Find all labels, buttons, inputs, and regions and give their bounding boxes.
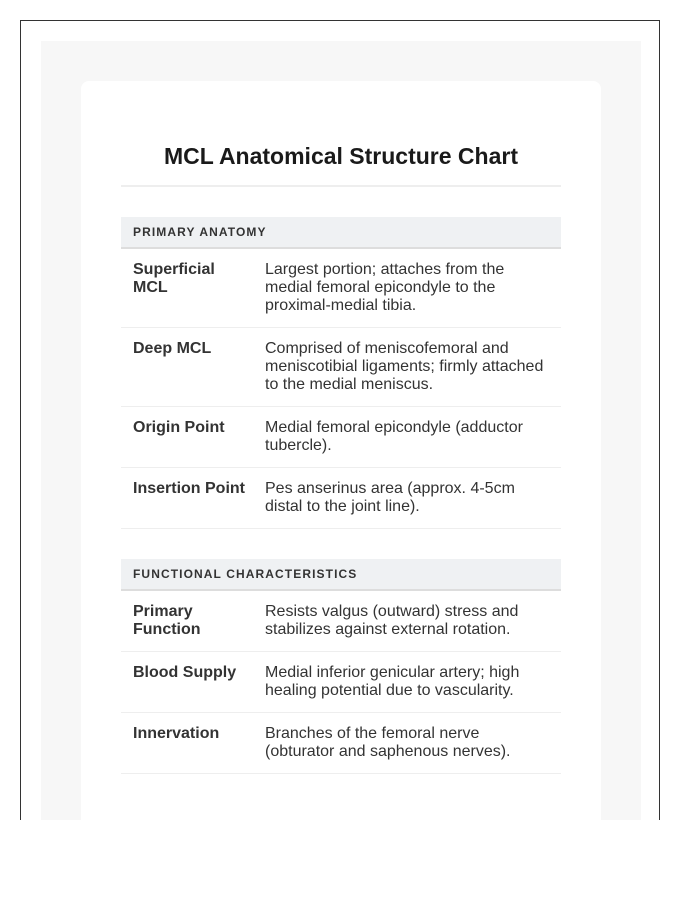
row-description: Medial femoral epicondyle (adductor tubercle). (265, 419, 523, 454)
row-term: Insertion Point (133, 480, 245, 497)
table-row (121, 591, 561, 652)
row-term: Superficial MCL (133, 261, 215, 296)
row-term: Innervation (133, 725, 220, 742)
row-description: Largest portion; attaches from the medial femoral epicondyle to the proximal-medial tibia. (265, 261, 505, 314)
page-title: MCL Anatomical Structure Chart (164, 143, 518, 169)
row-term: Blood Supply (133, 664, 237, 681)
row-term: Origin Point (133, 419, 225, 436)
section-heading: PRIMARY ANATOMY (121, 217, 561, 249)
table-row (121, 328, 561, 407)
table-row (121, 468, 561, 529)
page-background (41, 41, 641, 820)
row-term: Deep MCL (133, 340, 212, 357)
section-functional-characteristics (121, 559, 561, 774)
table-row (121, 652, 561, 713)
row-term: Primary Function (133, 603, 201, 638)
row-description: Medial inferior genicular artery; high healing potential due to vascularity. (265, 664, 520, 699)
section-heading: FUNCTIONAL CHARACTERISTICS (121, 559, 561, 591)
title-divider (121, 185, 561, 187)
row-description: Resists valgus (outward) stress and stabilizes against external rotation. (265, 603, 519, 638)
document-frame (20, 20, 660, 820)
row-description: Comprised of meniscofemoral and meniscotibial ligaments; firmly attached to the medial meniscus. (265, 340, 544, 393)
table-row (121, 407, 561, 468)
section-primary-anatomy (121, 217, 561, 529)
table-row (121, 713, 561, 774)
chart-card (81, 81, 601, 820)
row-description: Pes anserinus area (approx. 4-5cm distal to the joint line). (265, 480, 515, 515)
table-row (121, 249, 561, 328)
row-description: Branches of the femoral nerve (obturator and saphenous nerves). (265, 725, 511, 760)
